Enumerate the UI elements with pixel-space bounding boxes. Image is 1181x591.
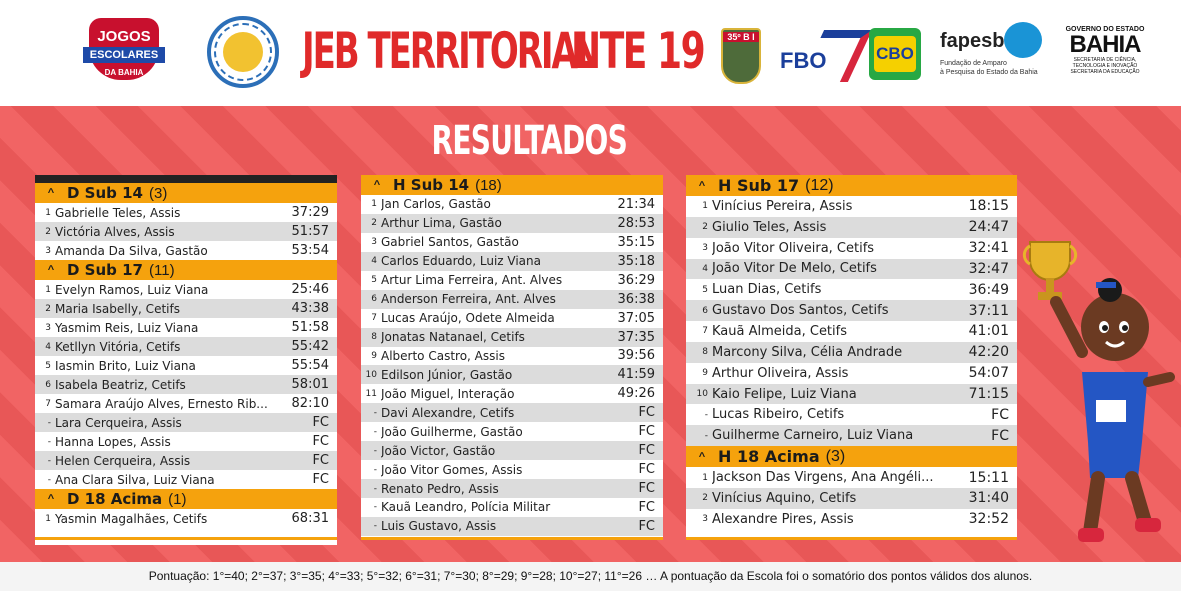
result-position: - — [704, 430, 708, 441]
result-row — [361, 460, 663, 479]
result-time: 15:11 — [968, 469, 1009, 486]
athlete-name: Arthur Lima, Gastão — [381, 216, 502, 231]
result-position: 9 — [702, 368, 708, 379]
result-row — [686, 342, 1017, 363]
chevron-up-icon[interactable]: ^ — [698, 450, 706, 463]
athlete-name: Jan Carlos, Gastão — [381, 197, 491, 212]
athlete-name: João Vitor Gomes, Assis — [381, 462, 523, 477]
athlete-name: Helen Cerqueira, Assis — [55, 453, 191, 468]
athlete-name: Lucas Ribeiro, Cetifs — [712, 407, 845, 423]
group-header[interactable] — [686, 175, 1017, 196]
result-position: 4 — [45, 341, 51, 352]
result-position: 7 — [45, 398, 51, 409]
fbo-label: FBO — [780, 48, 827, 73]
athlete-name: Edilson Júnior, Gastão — [381, 367, 513, 382]
result-row — [35, 356, 337, 375]
governo-bahia-logo — [1063, 26, 1147, 80]
result-position: 3 — [702, 243, 708, 254]
athlete-name: Evelyn Ramos, Luiz Viana — [55, 282, 209, 297]
result-time: 24:47 — [968, 219, 1009, 236]
result-time: FC — [638, 481, 655, 497]
column-2-bottom-strip — [361, 537, 663, 540]
result-row — [35, 451, 337, 470]
result-row — [361, 479, 663, 498]
athlete-name: Davi Alexandre, Cetifs — [381, 405, 515, 420]
chevron-up-icon[interactable]: ^ — [698, 179, 706, 192]
result-time: FC — [991, 406, 1009, 423]
globe-icon — [1004, 22, 1042, 58]
result-time: 32:41 — [968, 240, 1009, 257]
fapesb-sub1: Fundação de Amparo — [940, 60, 1007, 67]
result-time: 32:52 — [968, 511, 1009, 528]
result-time: 37:29 — [291, 205, 329, 220]
athlete-name: Anderson Ferreira, Ant. Alves — [381, 292, 556, 307]
result-row — [686, 300, 1017, 321]
result-time: 82:10 — [291, 396, 329, 411]
result-position: 1 — [371, 199, 377, 210]
athlete-name: Vinícius Aquino, Cetifs — [712, 490, 857, 506]
result-time: FC — [638, 518, 655, 534]
athlete-name: Iasmin Brito, Luiz Viana — [55, 358, 196, 373]
athlete-name: Arthur Oliveira, Assis — [712, 365, 849, 381]
result-time: 51:57 — [291, 224, 329, 239]
result-time: FC — [312, 434, 329, 449]
result-position: 1 — [45, 207, 51, 218]
result-time: 25:46 — [291, 282, 329, 297]
bahia-sub2: TECNOLOGIA E INOVAÇÃO — [1072, 63, 1138, 69]
athlete-name: Yasmin Magalhães, Cetifs — [55, 511, 208, 526]
result-position: 4 — [702, 263, 708, 274]
result-position: - — [373, 445, 377, 456]
result-position: 4 — [371, 256, 377, 267]
result-row — [35, 337, 337, 356]
result-time: FC — [638, 499, 655, 515]
athlete-name: Renato Pedro, Assis — [381, 481, 499, 496]
athlete-name: Marcony Silva, Célia Andrade — [712, 344, 903, 360]
athlete-name: João Vitor De Melo, Cetifs — [712, 261, 877, 277]
result-time: 41:01 — [968, 323, 1009, 340]
group-name: H 18 Acima — [718, 447, 820, 467]
result-position: - — [373, 464, 377, 475]
header — [0, 0, 1181, 106]
cbo-logo — [869, 28, 921, 80]
result-time: FC — [312, 453, 329, 468]
result-position: 9 — [371, 350, 377, 361]
result-position: 1 — [702, 201, 708, 212]
result-row — [35, 375, 337, 394]
result-row — [686, 384, 1017, 405]
athlete-name: Artur Lima Ferreira, Ant. Alves — [381, 273, 563, 288]
athlete-name: Hanna Lopes, Assis — [55, 434, 171, 449]
result-time: 21:34 — [617, 196, 655, 212]
result-time: 55:54 — [291, 358, 329, 373]
result-position: 2 — [702, 222, 708, 233]
result-position: 2 — [371, 218, 377, 229]
result-row — [361, 498, 663, 517]
result-time: 68:31 — [291, 511, 329, 526]
result-time: 37:11 — [968, 302, 1009, 319]
result-row — [361, 347, 663, 366]
result-position: 3 — [45, 245, 51, 256]
result-position: - — [373, 426, 377, 437]
result-row — [361, 328, 663, 347]
bahia-name: BAHIA — [1069, 31, 1141, 58]
result-time: FC — [638, 462, 655, 478]
athlete-name: Kauã Leandro, Polícia Militar — [381, 500, 551, 515]
results-column-1 — [35, 175, 337, 545]
result-row — [361, 233, 663, 252]
athlete-name: Amanda Da Silva, Gastão — [55, 243, 208, 258]
fbo-logo — [774, 28, 856, 84]
bahia-sub3: SECRETARIA DA EDUCAÇÃO — [1070, 69, 1140, 75]
result-time: 42:20 — [968, 344, 1009, 361]
athlete-name: Vinícius Pereira, Assis — [712, 198, 853, 214]
result-row — [361, 517, 663, 536]
result-time: 35:15 — [617, 234, 655, 250]
result-row — [35, 222, 337, 241]
mapeamento-ambiental-logo — [207, 16, 279, 88]
fapesb-name: fapesb — [940, 30, 1005, 52]
result-row — [686, 217, 1017, 238]
fapesb-logo — [938, 22, 1048, 82]
athlete-name: Jonatas Natanael, Cetifs — [381, 330, 525, 345]
resultados-heading: RESULTADOS — [431, 118, 628, 164]
athlete-name: Alberto Castro, Assis — [381, 348, 505, 363]
result-position: 6 — [45, 379, 51, 390]
athlete-name: Ana Clara Silva, Luiz Viana — [55, 472, 215, 487]
group-header[interactable] — [35, 183, 337, 203]
result-position: 8 — [702, 347, 708, 358]
result-row — [686, 488, 1017, 509]
logo-jogos-line3: DA BAHIA — [104, 68, 144, 77]
result-position: 7 — [702, 326, 708, 337]
result-time: FC — [312, 472, 329, 487]
athlete-name: Alexandre Pires, Assis — [712, 511, 854, 527]
jeb-territorial-title: JEB TERRITORIAL — [302, 22, 596, 80]
result-row — [35, 203, 337, 222]
group-header[interactable] — [361, 175, 663, 195]
result-time: 36:29 — [617, 272, 655, 288]
result-row — [361, 403, 663, 422]
athlete-name: Luis Gustavo, Assis — [381, 519, 497, 534]
bahia-sub1: SECRETARIA DE CIÊNCIA, — [1073, 57, 1137, 63]
result-position: - — [373, 521, 377, 532]
result-time: FC — [312, 415, 329, 430]
athlete-name: Ketllyn Vitória, Cetifs — [55, 339, 181, 354]
result-row — [686, 259, 1017, 280]
result-position: 6 — [702, 305, 708, 316]
result-row — [361, 271, 663, 290]
result-position: 11 — [365, 388, 377, 399]
result-row — [35, 394, 337, 413]
result-row — [35, 241, 337, 260]
athlete-name: Gustavo Dos Santos, Cetifs — [712, 303, 889, 319]
result-position: - — [373, 407, 377, 418]
athlete-name: Isabela Beatriz, Cetifs — [55, 377, 186, 392]
athlete-name: Gabrielle Teles, Assis — [55, 205, 181, 220]
column-1-bottom-strip — [35, 537, 337, 540]
result-row — [361, 422, 663, 441]
athlete-name: Gabriel Santos, Gastão — [381, 235, 519, 250]
35bi-logo — [721, 28, 761, 84]
result-time: 39:56 — [617, 348, 655, 364]
result-time: 53:54 — [291, 243, 329, 258]
result-time: 37:35 — [617, 329, 655, 345]
nte-title: NTE 19 — [571, 22, 705, 80]
result-time: FC — [638, 405, 655, 421]
athlete-name: João Miguel, Interação — [381, 386, 515, 401]
result-time: 37:05 — [617, 310, 655, 326]
group-count: (12) — [805, 176, 834, 194]
result-position: 2 — [45, 226, 51, 237]
result-row — [361, 195, 663, 214]
athlete-name: Yasmim Reis, Luiz Viana — [55, 320, 199, 335]
result-position: 3 — [371, 237, 377, 248]
result-position: 1 — [45, 284, 51, 295]
column-3-bottom-strip — [686, 537, 1017, 540]
result-position: 3 — [702, 514, 708, 525]
athlete-name: João Vitor Oliveira, Cetifs — [712, 240, 875, 256]
result-row — [686, 509, 1017, 530]
athlete-name: Victória Alves, Assis — [55, 224, 175, 239]
result-time: FC — [638, 424, 655, 440]
result-time: 32:47 — [968, 260, 1009, 277]
athlete-name: Lucas Araújo, Odete Almeida — [381, 311, 555, 326]
result-position: 3 — [45, 322, 51, 333]
result-time: 36:49 — [968, 281, 1009, 298]
group-name: H Sub 14 — [393, 176, 470, 194]
result-time: 43:38 — [291, 301, 329, 316]
results-column-3 — [686, 175, 1017, 539]
athlete-illustration — [1020, 232, 1180, 562]
result-position: 10 — [365, 369, 377, 380]
logo-jogos-line1: JOGOS — [97, 28, 151, 45]
result-time: 49:26 — [617, 386, 655, 402]
athlete-name: Kauã Almeida, Cetifs — [712, 323, 847, 339]
35bi-label: 35º B I — [723, 32, 759, 42]
group-name: D Sub 14 — [67, 184, 143, 202]
athlete-name: Maria Isabelly, Cetifs — [55, 301, 180, 316]
result-time: 36:38 — [617, 291, 655, 307]
group-name: D Sub 17 — [67, 261, 143, 279]
fapesb-sub2: à Pesquisa do Estado da Bahia — [940, 69, 1038, 76]
athlete-name: Jackson Das Virgens, Ana Angéli... — [712, 470, 934, 486]
group-header[interactable] — [35, 489, 337, 509]
result-row — [686, 196, 1017, 217]
jogos-escolares-logo — [83, 18, 165, 96]
result-position: 2 — [702, 493, 708, 504]
result-position: 1 — [45, 513, 51, 524]
result-row — [686, 238, 1017, 259]
athlete-name: Carlos Eduardo, Luiz Viana — [381, 254, 541, 269]
result-row — [35, 299, 337, 318]
group-count: (3) — [149, 184, 168, 202]
result-position: 5 — [702, 284, 708, 295]
group-name: D 18 Acima — [67, 490, 163, 508]
result-row — [686, 363, 1017, 384]
result-time: 35:18 — [617, 253, 655, 269]
result-position: - — [47, 436, 51, 447]
result-row — [361, 384, 663, 403]
result-position: 7 — [371, 313, 377, 324]
result-time: 41:59 — [617, 367, 655, 383]
result-row — [361, 365, 663, 384]
result-row — [35, 470, 337, 489]
result-row — [686, 321, 1017, 342]
result-row — [35, 413, 337, 432]
result-position: 8 — [371, 332, 377, 343]
athlete-name: Luan Dias, Cetifs — [712, 282, 822, 298]
result-position: 6 — [371, 294, 377, 305]
chevron-up-icon[interactable]: ^ — [47, 264, 55, 276]
result-time: FC — [638, 443, 655, 459]
result-row — [35, 318, 337, 337]
result-row — [686, 425, 1017, 446]
result-time: 31:40 — [968, 490, 1009, 507]
result-row — [361, 214, 663, 233]
result-position: 5 — [45, 360, 51, 371]
result-position: - — [47, 474, 51, 485]
group-count: (18) — [475, 176, 502, 194]
result-row — [686, 467, 1017, 488]
result-row — [361, 290, 663, 309]
result-row — [361, 309, 663, 328]
result-row — [35, 509, 337, 528]
result-row — [35, 280, 337, 299]
athlete-name: Giulio Teles, Assis — [712, 219, 827, 235]
result-time: 54:07 — [968, 365, 1009, 382]
chevron-up-icon[interactable]: ^ — [47, 187, 55, 199]
athlete-name: João Guilherme, Gastão — [381, 424, 523, 439]
bahia-top: GOVERNO DO ESTADO — [1065, 26, 1145, 33]
result-position: 1 — [702, 472, 708, 483]
athlete-name: Samara Araújo Alves, Ernesto Rib... — [55, 396, 268, 411]
group-header[interactable] — [35, 260, 337, 280]
result-time: 28:53 — [617, 215, 655, 231]
result-time: FC — [991, 427, 1009, 444]
result-position: - — [373, 502, 377, 513]
result-position: 2 — [45, 303, 51, 314]
chevron-up-icon[interactable]: ^ — [47, 493, 55, 505]
trophy-icon — [1024, 242, 1075, 300]
result-row — [686, 404, 1017, 425]
result-time: 18:15 — [968, 198, 1009, 215]
group-count: (11) — [149, 261, 175, 279]
group-count: (3) — [825, 447, 846, 465]
result-position: - — [704, 409, 708, 420]
result-position: 10 — [696, 389, 708, 400]
result-position: - — [373, 483, 377, 494]
result-row — [361, 441, 663, 460]
group-name: H Sub 17 — [718, 176, 800, 195]
logo-center — [223, 32, 263, 72]
result-time: 58:01 — [291, 377, 329, 392]
result-position: 5 — [371, 275, 377, 286]
scoring-footer: Pontuação: 1°=40; 2°=37; 3°=35; 4°=33; 5°=32; 6°=31; 7°=30; 8°=29; 9°=28; 10°=27; 11°=26 … A pontuação da Escola foi o somatório dos pontos válidos dos alunos. — [0, 562, 1181, 591]
result-time: 55:42 — [291, 339, 329, 354]
result-time: 71:15 — [968, 386, 1009, 403]
chevron-up-icon[interactable]: ^ — [373, 179, 381, 191]
logo-jogos-line2: ESCOLARES — [83, 47, 165, 63]
result-row — [35, 432, 337, 451]
results-column-2 — [361, 175, 663, 539]
athlete-name: Kaio Felipe, Luiz Viana — [712, 386, 857, 402]
athlete-name: Guilherme Carneiro, Luiz Viana — [712, 428, 914, 444]
result-row — [361, 252, 663, 271]
result-time: 51:58 — [291, 320, 329, 335]
group-header[interactable] — [686, 446, 1017, 467]
result-position: - — [47, 417, 51, 428]
result-row — [686, 279, 1017, 300]
group-count: (1) — [168, 490, 187, 508]
cbo-label: CBO — [874, 36, 916, 72]
athlete-name: João Victor, Gastão — [381, 443, 496, 458]
athlete-name: Lara Cerqueira, Assis — [55, 415, 182, 430]
result-position: - — [47, 455, 51, 466]
